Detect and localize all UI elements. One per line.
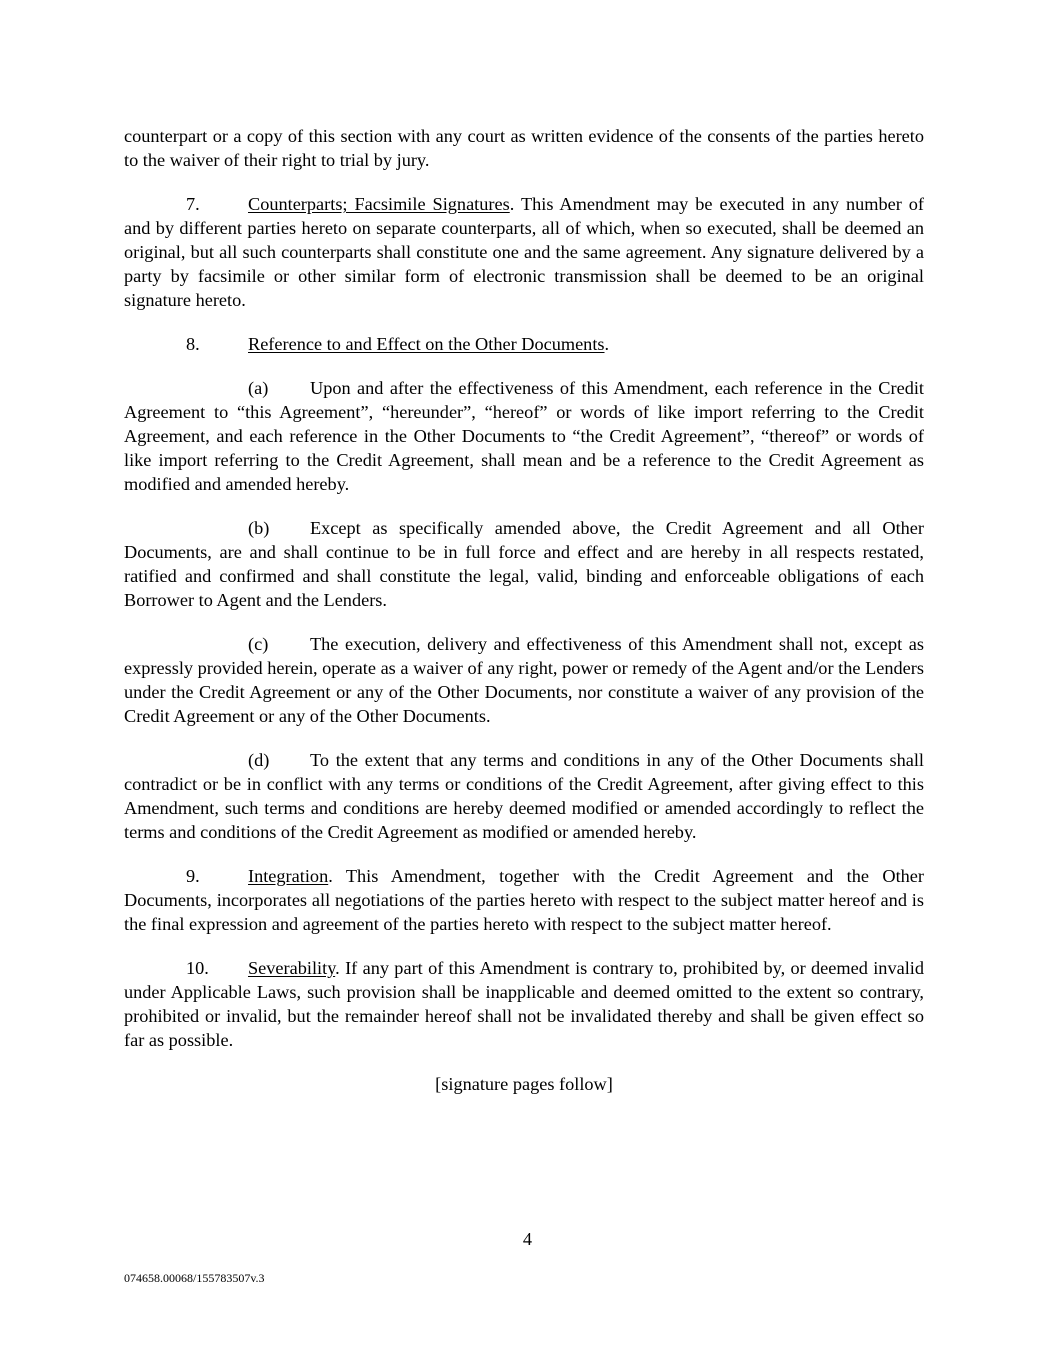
subsection-8c — [124, 632, 924, 728]
section-text: . — [604, 334, 610, 354]
section-heading: Reference to and Effect on the Other Documents — [248, 334, 605, 354]
continuation-paragraph — [124, 124, 924, 172]
signature-note: [signature pages follow] — [435, 1074, 613, 1094]
section-heading: Integration — [248, 866, 329, 886]
section-number: 10. — [186, 958, 209, 978]
section-number: 9. — [186, 866, 200, 886]
section-7 — [124, 192, 924, 312]
subsection-label: (c) — [248, 634, 269, 654]
section-heading: Severability — [248, 958, 336, 978]
section-number: 7. — [186, 194, 200, 214]
subsection-label: (b) — [248, 518, 270, 538]
continuation-text: counterpart or a copy of this section with any court as written evidence of the consents of the parties hereto to the waiver of their right to trial by jury. — [124, 126, 924, 170]
subsection-8d — [124, 748, 924, 844]
subsection-label: (d) — [248, 750, 270, 770]
section-text: . If any part of this Amendment is contrary to, prohibited by, or deemed invalid under Applicable Laws, such provision shall be inapplicable and deemed omitted to the extent so contrary, prohibited or invalid, but the remainder hereof shall not be invalidated thereby and shall be given effect so far as possible. — [124, 958, 924, 1050]
section-text: . This Amendment, together with the Credit Agreement and the Other Documents, incorporates all negotiations of the parties hereto with respect to the subject matter hereof and is the final expression and agreement of the parties hereto with respect to the subject matter hereof. — [124, 866, 924, 934]
section-9 — [124, 864, 924, 936]
document-body — [124, 124, 924, 1096]
subsection-text: The execution, delivery and effectiveness of this Amendment shall not, except as expressly provided herein, operate as a waiver of any right, power or remedy of the Agent and/or the Lenders under the Credit Agreement or any of the Other Documents, nor constitute a waiver of any provision of the Credit Agreement or any of the Other Documents. — [124, 634, 924, 726]
section-heading: Counterparts; Facsimile Signatures — [248, 194, 510, 214]
subsection-8a — [124, 376, 924, 496]
section-text: . This Amendment may be executed in any number of and by different parties hereto on separate counterparts, all of which, when so executed, shall be deemed an original, but all such counterparts shall constitute one and the same agreement. Any signature delivered by a party by facsimile or other similar form of electronic transmission shall be deemed to be an original signature hereto. — [124, 194, 924, 310]
subsection-text: Upon and after the effectiveness of this Amendment, each reference in the Credit Agreement to “this Agreement”, “hereunder”, “hereof” or words of like import referring to the Credit Agreement, and each reference in the Other Documents to “the Credit Agreement”, “thereof” or words of like import referring to the Credit Agreement, shall mean and be a reference to the Credit Agreement as modified and amended hereby. — [124, 378, 924, 494]
section-number: 8. — [186, 334, 200, 354]
subsection-text: To the extent that any terms and conditions in any of the Other Documents shall contradict or be in conflict with any terms or conditions of the Credit Agreement, after giving effect to this Amendment, such terms and conditions are hereby deemed modified or amended accordingly to reflect the terms and conditions of the Credit Agreement as modified or amended hereby. — [124, 750, 924, 842]
section-8 — [124, 332, 924, 356]
subsection-8b — [124, 516, 924, 612]
subsection-text: Except as specifically amended above, the Credit Agreement and all Other Documents, are and shall continue to be in full force and effect and are hereby in all respects restated, ratified and confirmed and shall constitute the legal, valid, binding and enforceable obligations of each Borrower to Agent and the Lenders. — [124, 518, 924, 610]
subsection-label: (a) — [248, 378, 269, 398]
document-id: 074658.00068/155783507v.3 — [124, 1271, 265, 1285]
section-10 — [124, 956, 924, 1052]
page-number: 4 — [522, 1229, 533, 1249]
